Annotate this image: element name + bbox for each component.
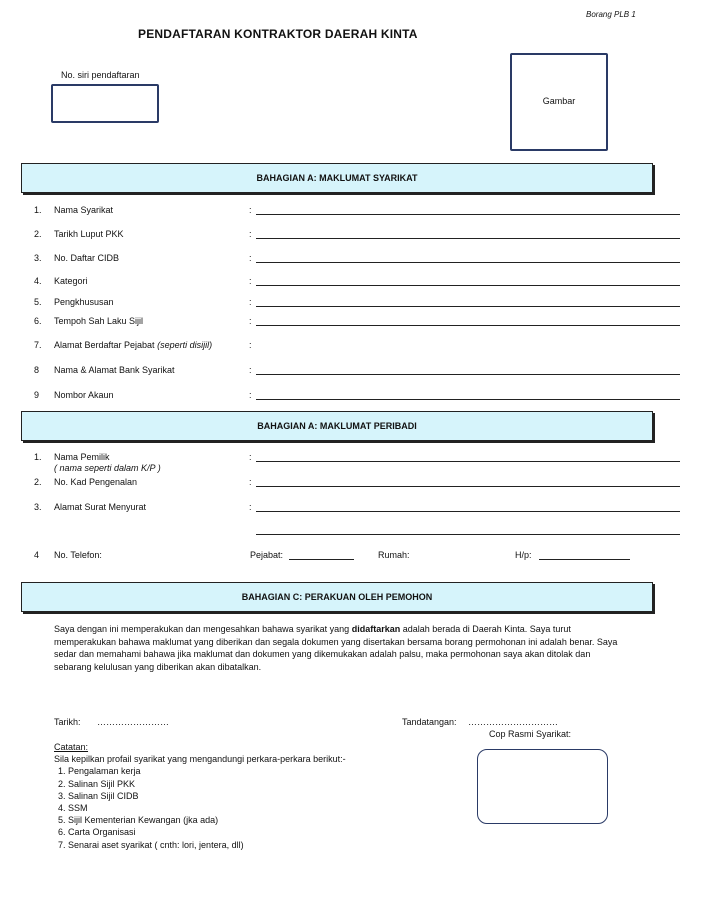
signature-field[interactable]: ………………………… — [468, 717, 558, 727]
stamp-label: Cop Rasmi Syarikat: — [489, 729, 572, 739]
list-item: 3. Salinan Sijil CIDB — [68, 790, 346, 802]
list-item: 4. SSM — [68, 802, 346, 814]
list-item: 7. Senarai aset syarikat ( cnth: lori, jentera, dll) — [68, 839, 346, 851]
notes-heading: Catatan: — [54, 742, 89, 752]
category-field[interactable] — [256, 285, 680, 286]
signature-label: Tandatangan: — [402, 717, 457, 727]
stamp-box[interactable] — [477, 749, 608, 824]
date-field[interactable]: …………………… — [97, 717, 169, 727]
notes — [54, 741, 346, 851]
reg-no-label: No. siri pendaftaran — [61, 70, 140, 80]
validity-field[interactable] — [256, 325, 680, 326]
bank-field[interactable] — [256, 374, 680, 375]
section-c-heading: BAHAGIAN C: PERAKUAN OLEH PEMOHON — [21, 582, 653, 612]
cidb-no-field[interactable] — [256, 262, 680, 263]
address-field-1[interactable] — [256, 511, 680, 512]
mobile-phone-field[interactable] — [539, 559, 630, 560]
notes-list — [54, 765, 346, 850]
office-phone-field[interactable] — [289, 559, 354, 560]
pkk-expiry-field[interactable] — [256, 238, 680, 239]
notes-intro: Sila kepilkan profail syarikat yang mengandungi perkara-perkara berikut:- — [54, 754, 346, 765]
list-item: 2. Salinan Sijil PKK — [68, 778, 346, 790]
list-item: 6. Carta Organisasi — [68, 826, 346, 838]
list-item: 5. Sijil Kementerian Kewangan (jka ada) — [68, 814, 346, 826]
reg-no-box[interactable] — [51, 84, 159, 123]
page-title: PENDAFTARAN KONTRAKTOR DAERAH KINTA — [138, 27, 418, 41]
owner-name-field[interactable] — [256, 461, 680, 462]
list-item: 1. Pengalaman kerja — [68, 765, 346, 777]
company-name-field[interactable] — [256, 214, 680, 215]
ic-no-field[interactable] — [256, 486, 680, 487]
section-a-heading: BAHAGIAN A: MAKLUMAT SYARIKAT — [21, 163, 653, 193]
section-b-heading: BAHAGIAN A: MAKLUMAT PERIBADI — [21, 411, 653, 441]
photo-label: Gambar — [542, 96, 576, 106]
address-field-2[interactable] — [256, 534, 680, 535]
date-label: Tarikh: — [54, 717, 81, 727]
photo-box[interactable] — [510, 53, 608, 151]
form-code: Borang PLB 1 — [586, 10, 636, 19]
specialization-field[interactable] — [256, 306, 680, 307]
account-no-field[interactable] — [256, 399, 680, 400]
declaration-text: Saya dengan ini memperakukan dan mengesahkan bahawa syarikat yang didaftarkan adalah berada di Daerah Kinta. Saya turut memperakukan bahawa maklumat yang diberikan dan segala dokumen yang disertakan bersama borang permohonan ini adalah benar. Saya sedar dan memahami bahawa jika maklumat dan dokumen yang dikemukakan adalah palsu, maka permohonan saya akan ditolak dan sebarang kelulusan yang diberikan akan dibatalkan. — [54, 624, 618, 672]
